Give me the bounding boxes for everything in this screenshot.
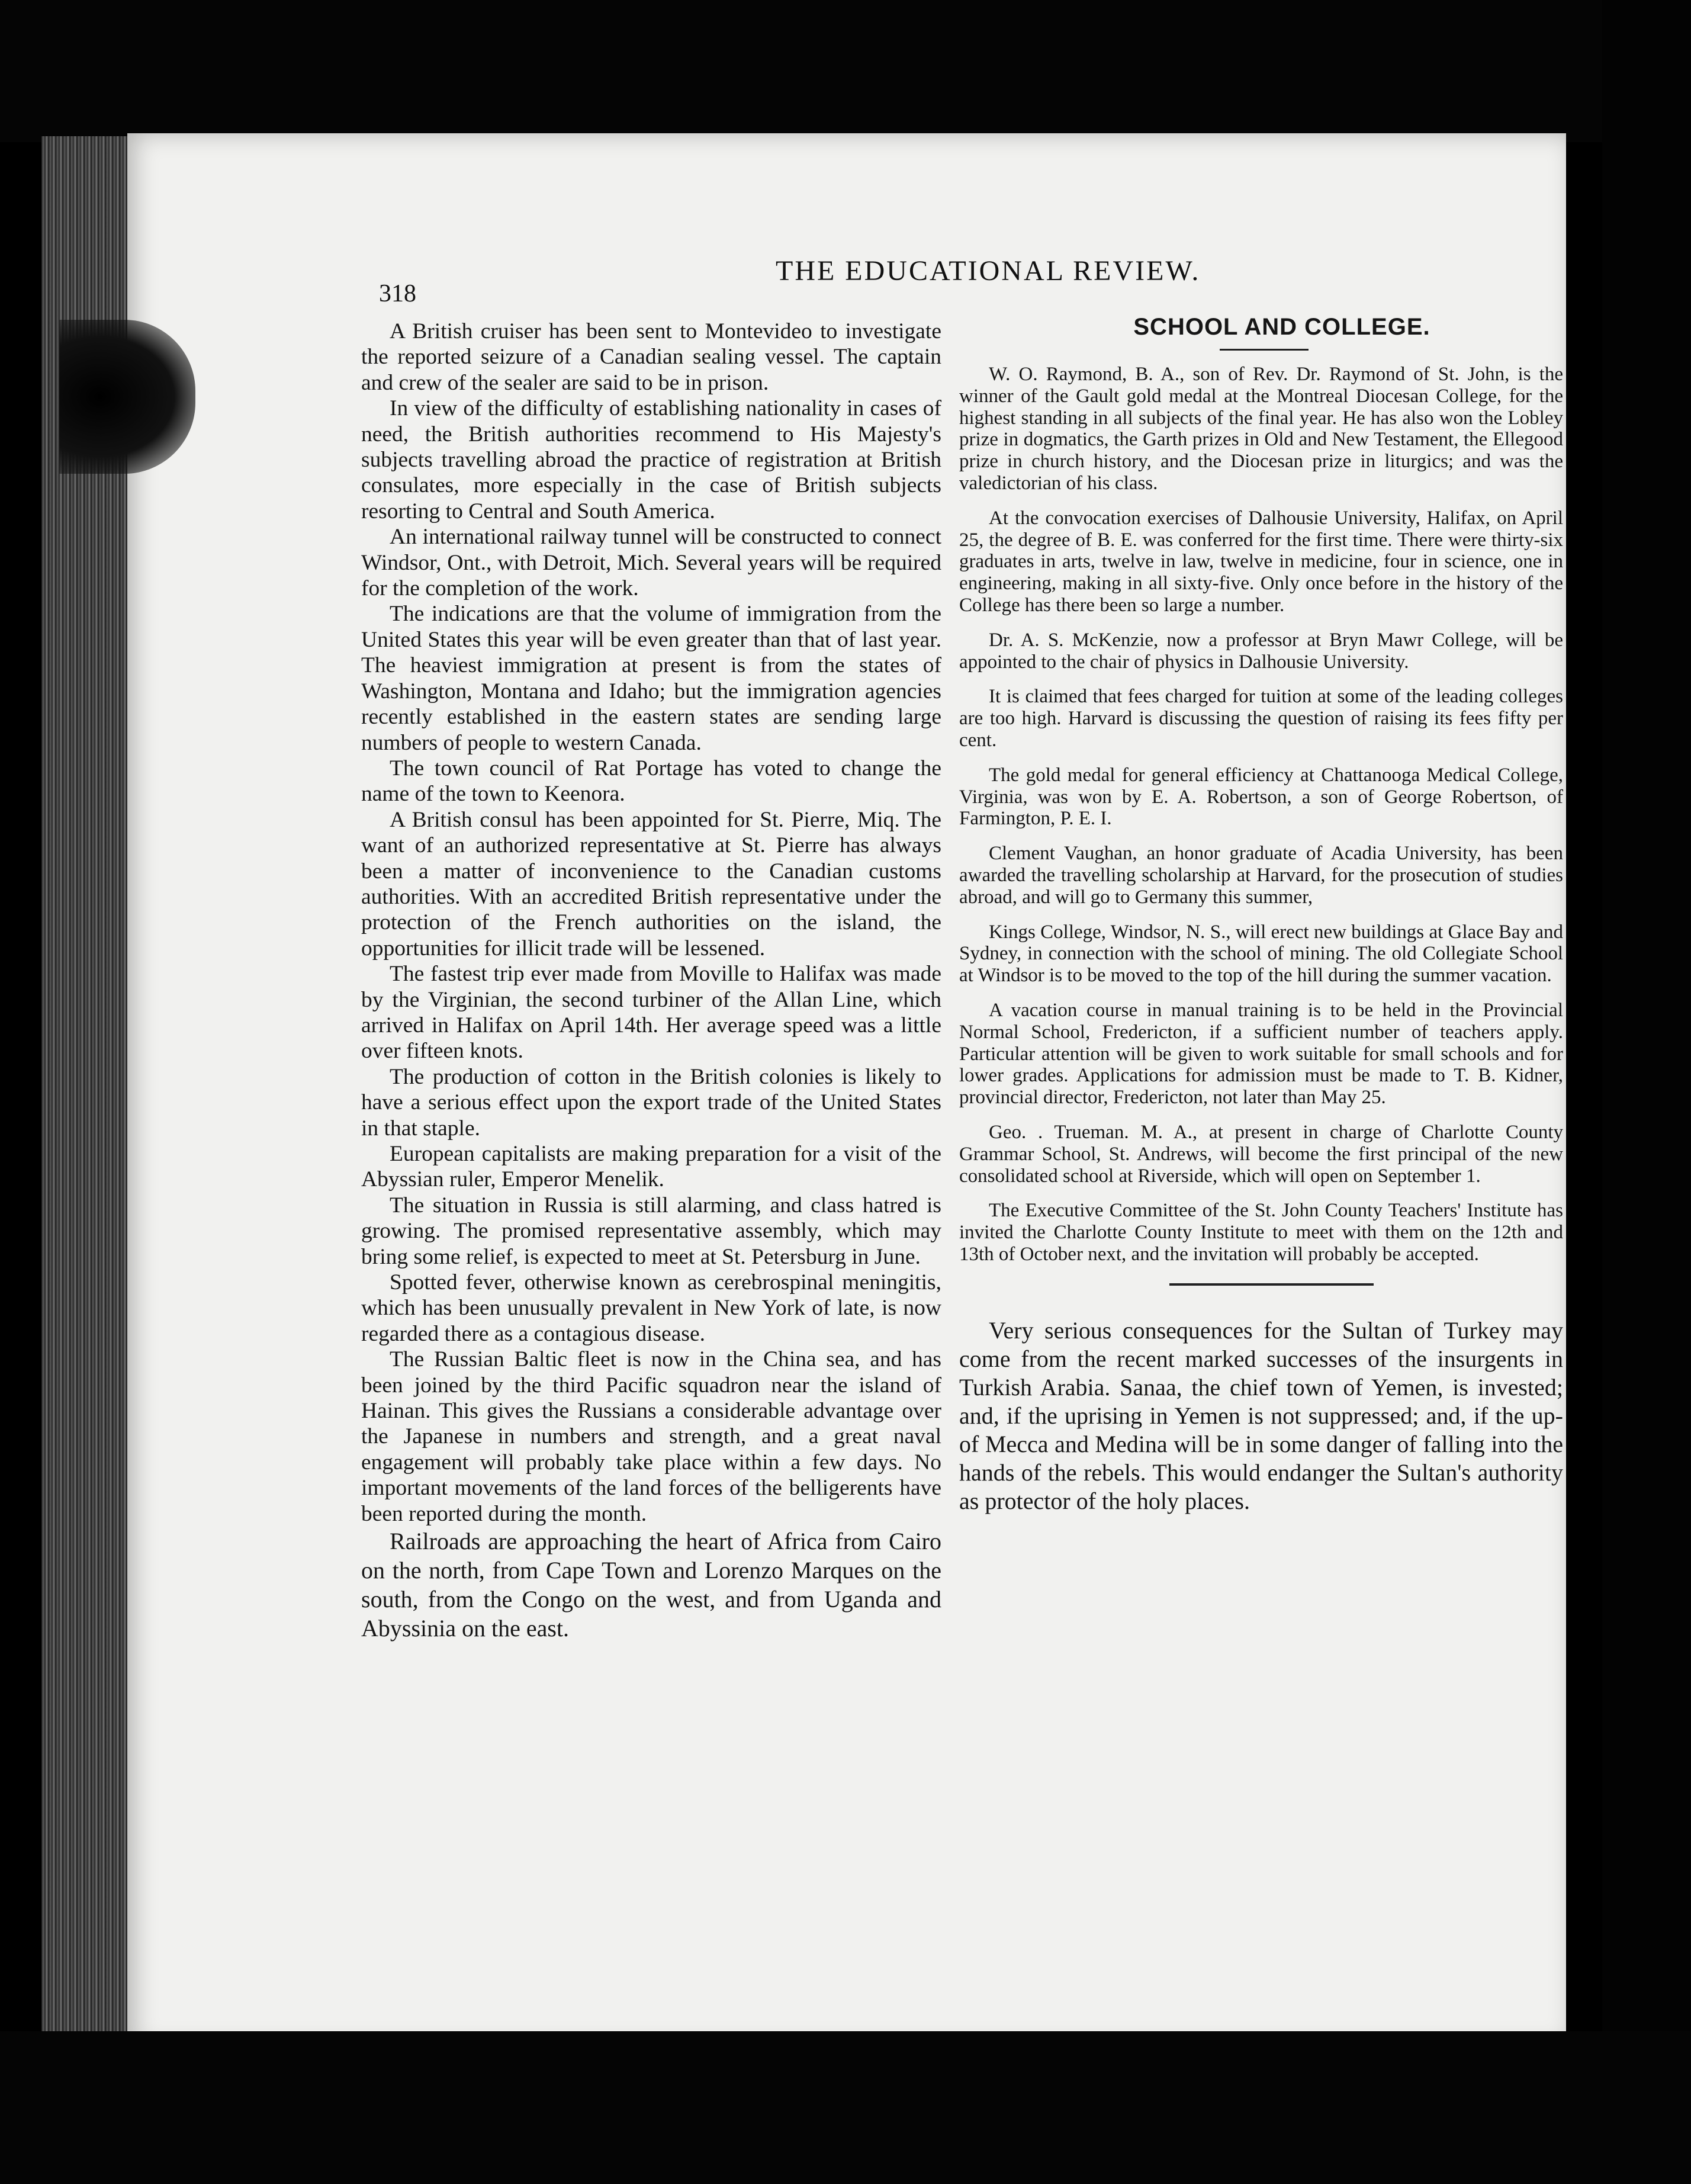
section-divider	[1169, 1283, 1374, 1286]
school-news-item: The Executive Committee of the St. John County Teachers' Institute has invited the Charlotte County Institute to meet with them on the 12th and 13th of October next, and the invitation will probably be accepted.	[959, 1200, 1563, 1265]
news-paragraph: In view of the difficulty of establishing nationality in cases of need, the British authorities recommend to His Majesty's subjects travelling abroad the practice of registration at British consulates, more especially in the case of British subjects resorting to Central and South America.	[361, 396, 941, 523]
news-paragraph: An international railway tunnel will be constructed to connect Windsor, Ont., with Detroit, Mich. Several years will be required for the completion of the work.	[361, 525, 941, 601]
school-news-item: Kings College, Windsor, N. S., will erect new buildings at Glace Bay and Sydney, in connection with the school of mining. The old Collegiate School at Windsor is to be moved to the top of the hill during the summer vacation.	[959, 921, 1563, 987]
news-paragraph: The indications are that the volume of immigration from the United States this year will be even greater than that of last year. The heaviest immigration at present is from the states of Washington, Montana and Idaho; but the immigration agencies recently established in the eastern states are sending large numbers of people to western Canada.	[361, 602, 941, 755]
closing-paragraph: Very serious consequences for the Sultan of Turkey may come from the recent marked successes of the insurgents in Turkish Arabia. Sanaa, the chief town of Yemen, is invested; and, if the uprising in Yemen is not suppressed; and, if the up- of Mecca and Medina will be in some danger of falling into the hands of the rebels. This would endanger the Sultan's authority as protector of the holy places.	[959, 1316, 1563, 1514]
school-news-item: Geo. . Trueman. M. A., at present in charge of Charlotte County Grammar School, St. Andrews, will become the first principal of the new consolidated school at Riverside, which will open on September 1.	[959, 1121, 1563, 1187]
page-header-title: THE EDUCATIONAL REVIEW.	[776, 255, 1201, 287]
scan-border-bottom	[0, 2031, 1691, 2184]
school-news-item: It is claimed that fees charged for tuition at some of the leading colleges are too high. Harvard is discussing the question of raising its fees fifty per cent.	[959, 686, 1563, 751]
school-news-item: W. O. Raymond, B. A., son of Rev. Dr. Raymond of St. John, is the winner of the Gault gold medal at the Montreal Diocesan College, for the highest standing in all subjects of the final year. He has also won the Lobley prize in dogmatics, the Garth prizes in Old and New Testament, the Ellegood prize in church history, and the Diocesan prize in liturgics; and was the valedictorian of his class.	[959, 364, 1563, 494]
left-column	[361, 319, 941, 1643]
page-number: 318	[379, 280, 416, 307]
news-paragraph: Railroads are approaching the heart of Africa from Cairo on the north, from Cape Town and Lorenzo Marques on the south, from the Congo on the west, and from Uganda and Abyssinia on the east.	[361, 1528, 941, 1642]
school-news-item: The gold medal for general efficiency at Chattanooga Medical College, Virginia, was won by E. A. Robertson, a son of George Robertson, of Farmington, P. E. I.	[959, 764, 1563, 830]
news-paragraph: The production of cotton in the British colonies is likely to have a serious effect upon the export trade of the United States in that staple.	[361, 1064, 941, 1141]
school-news-item: Dr. A. S. McKenzie, now a professor at Bryn Mawr College, will be appointed to the chair of physics in Dalhousie University.	[959, 629, 1563, 673]
news-paragraph: The Russian Baltic fleet is now in the China sea, and has been joined by the third Pacific squadron near the island of Hainan. This gives the Russians a considerable advantage over the Japanese in numbers and strength, and a great naval engagement will probably take place within a few days. No important movements of the land forces of the belligerents have been reported during the month.	[361, 1347, 941, 1526]
news-paragraph: Spotted fever, otherwise known as cerebrospinal meningitis, which has been unusually prevalent in New York of late, is now regarded there as a contagious disease.	[361, 1270, 941, 1346]
thumb-shadow	[59, 320, 195, 474]
school-news-item: A vacation course in manual training is to be held in the Provincial Normal School, Fredericton, if a sufficient number of teachers apply. Particular attention will be given to work suitable for small schools and for lower grades. Applications for admission must be made to T. B. Kidner, provincial director, Fredericton, not later than May 25.	[959, 999, 1563, 1109]
school-college-list	[959, 364, 1563, 1266]
news-paragraph: European capitalists are making preparation for a visit of the Abyssian ruler, Emperor Menelik.	[361, 1142, 941, 1192]
school-news-item: Clement Vaughan, an honor graduate of Acadia University, has been awarded the travelling scholarship at Harvard, for the prosecution of studies abroad, and will go to Germany this summer,	[959, 843, 1563, 908]
news-paragraph: The fastest trip ever made from Moville to Halifax was made by the Virginian, the second turbiner of the Allan Line, which arrived in Halifax on April 14th. Her average speed was a little over fifteen knots.	[361, 962, 941, 1064]
section-title: SCHOOL AND COLLEGE.	[1133, 314, 1430, 340]
scan-border-top	[0, 0, 1691, 142]
title-rule	[1220, 349, 1309, 351]
news-paragraph: A British consul has been appointed for St. Pierre, Miq. The want of an authorized representative at St. Pierre has always been a matter of inconvenience to the Canadian customs authorities. With an accredited British representative under the protection of the French authorities on the island, the opportunities for illicit trade will be lessened.	[361, 807, 941, 961]
scan-border-right	[1602, 0, 1691, 2184]
news-paragraph: A British cruiser has been sent to Montevideo to investigate the reported seizure of a Canadian sealing vessel. The captain and crew of the sealer are said to be in prison.	[361, 319, 941, 395]
school-news-item: At the convocation exercises of Dalhousie University, Halifax, on April 25, the degree of B. E. was conferred for the first time. There were thirty-six graduates in arts, twelve in law, twelve in medicine, four in science, one in engineering, making in all sixty-five. Only once before in the history of the College has there been so large a number.	[959, 507, 1563, 616]
news-paragraph: The situation in Russia is still alarming, and class hatred is growing. The promised representative assembly, which may bring some relief, is expected to meet at St. Petersburg in June.	[361, 1193, 941, 1269]
right-column	[959, 314, 1563, 1515]
news-paragraph: The town council of Rat Portage has voted to change the name of the town to Keenora.	[361, 756, 941, 807]
